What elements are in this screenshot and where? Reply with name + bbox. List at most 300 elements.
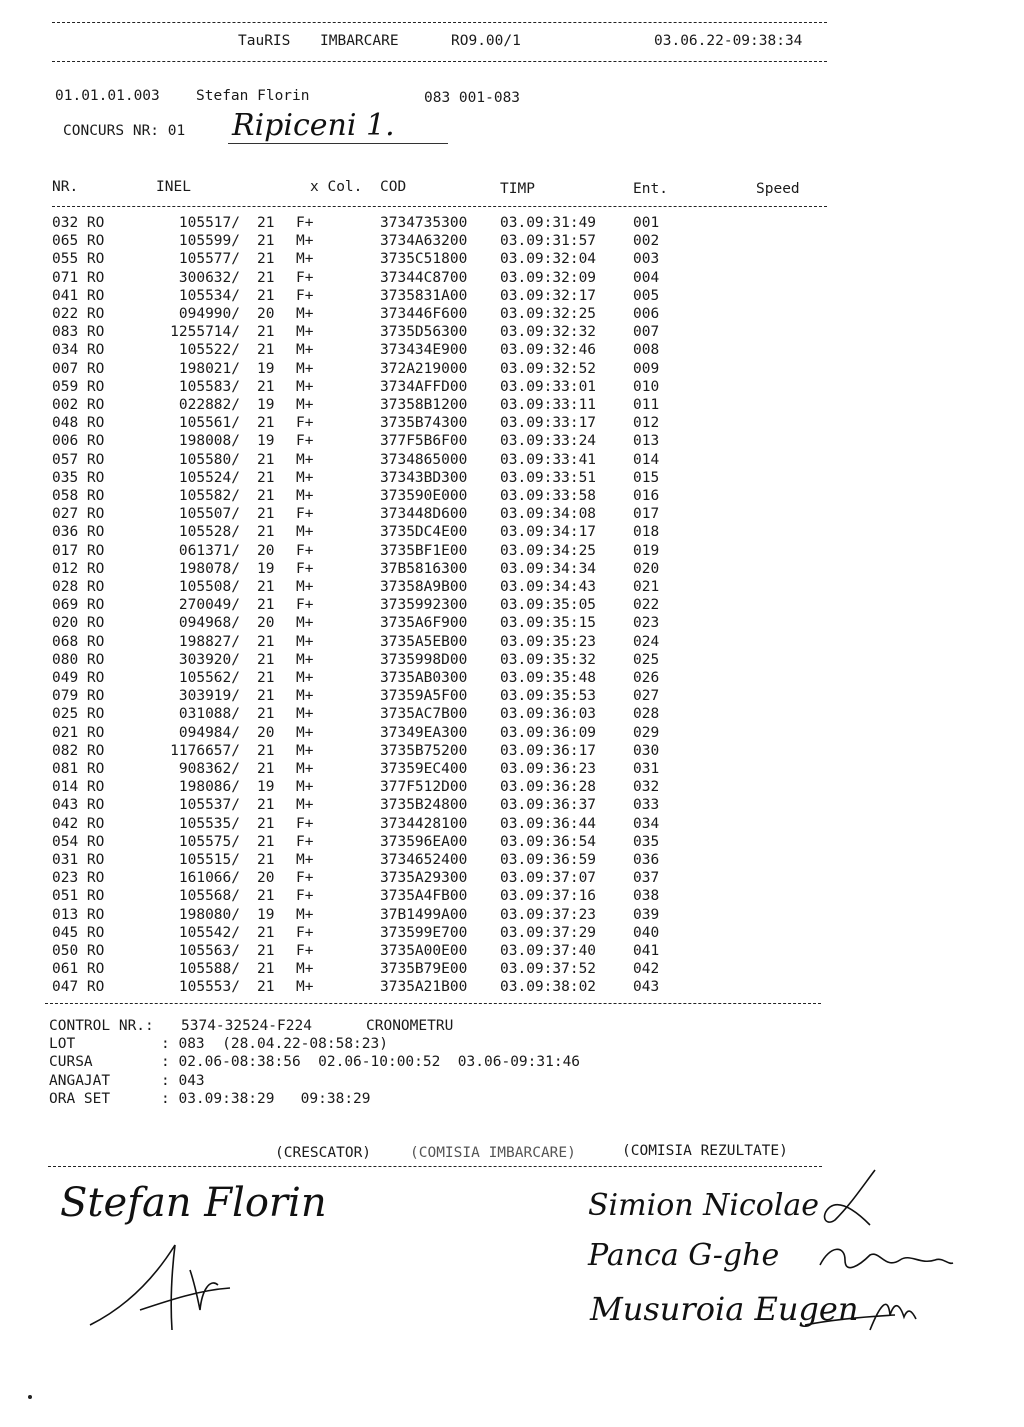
cell-nr: 051 RO (52, 888, 105, 905)
right-signature-2: Panca G-ghe (588, 1238, 780, 1273)
cell-ent: 026 (633, 670, 660, 686)
cell-year: 21 (257, 761, 275, 777)
cell-nr: 081 RO (52, 761, 105, 777)
table-row (0, 615, 1024, 633)
chrono-label: CRONOMETRU (366, 1018, 454, 1034)
table-row (0, 452, 1024, 470)
table-row (0, 470, 1024, 488)
col-header-ring: INEL (156, 179, 191, 195)
cell-cod: 3734735300 (380, 215, 468, 231)
cell-ent: 031 (633, 761, 660, 777)
cell-ent: 025 (633, 651, 660, 668)
cell-cod: 3735DC4E00 (380, 524, 468, 541)
cell-ent: 021 (633, 579, 660, 595)
scan-dot (28, 1395, 32, 1399)
cell-cod: 3735A00E00 (380, 943, 468, 959)
cell-nr: 071 RO (52, 269, 105, 286)
table-row (0, 670, 1024, 688)
cell-sex: F+ (296, 870, 314, 887)
cell-ring: 105515/ (178, 852, 240, 868)
program-name: TauRIS (238, 33, 291, 49)
col-header-cod: COD (380, 179, 407, 195)
cell-ring: 105580/ (178, 451, 240, 468)
cell-time: 03.09:31:49 (500, 215, 597, 231)
table-row (0, 761, 1024, 779)
cell-sex: M+ (296, 397, 314, 413)
cell-sex: M+ (296, 488, 314, 504)
cell-time: 03.09:33:58 (500, 488, 597, 504)
cell-nr: 017 RO (52, 542, 105, 559)
cell-cod: 3734428100 (380, 815, 468, 832)
table-row (0, 797, 1024, 815)
cell-nr: 049 RO (52, 670, 105, 686)
cell-time: 03.09:37:16 (500, 888, 597, 905)
cell-ent: 012 (633, 415, 660, 432)
cell-sex: M+ (296, 706, 314, 723)
cell-nr: 069 RO (52, 597, 105, 614)
cell-ent: 020 (633, 560, 660, 577)
col-header-time: TIMP (500, 181, 535, 197)
cell-nr: 013 RO (52, 906, 105, 923)
cell-sex: F+ (296, 560, 314, 577)
table-row (0, 342, 1024, 360)
table-row (0, 779, 1024, 797)
cell-sex: F+ (296, 815, 314, 832)
cell-ring: 061371/ (178, 542, 240, 559)
cell-sex: M+ (296, 797, 314, 814)
cell-year: 21 (257, 342, 275, 359)
cell-ring: 105542/ (178, 924, 240, 941)
cell-ent: 030 (633, 742, 660, 759)
cell-nr: 006 RO (52, 433, 105, 450)
table-row (0, 506, 1024, 524)
cell-year: 21 (257, 488, 275, 504)
cell-ent: 042 (633, 961, 660, 978)
table-row (0, 433, 1024, 451)
cell-sex: F+ (296, 287, 314, 304)
table-row (0, 743, 1024, 761)
cell-time: 03.09:36:28 (500, 779, 597, 796)
cell-sex: M+ (296, 615, 314, 632)
cell-year: 19 (257, 779, 275, 796)
cell-cod: 3735A5EB00 (380, 633, 468, 650)
cell-ring: 105553/ (178, 979, 240, 996)
table-row (0, 379, 1024, 397)
cell-nr: 012 RO (52, 560, 105, 577)
version-label: RO9.00/1 (451, 33, 521, 49)
cell-cod: 3734652400 (380, 852, 468, 868)
cell-ent: 013 (633, 433, 660, 450)
cell-nr: 047 RO (52, 979, 105, 996)
cell-cod: 37343BD300 (380, 469, 468, 486)
table-row (0, 688, 1024, 706)
cell-ring: 303920/ (178, 651, 240, 668)
cell-nr: 043 RO (52, 797, 105, 814)
left-signature-name: Stefan Florin (60, 1180, 327, 1226)
print-datetime: 03.06.22-09:38:34 (654, 33, 803, 49)
cell-time: 03.09:34:17 (500, 524, 597, 541)
cell-year: 19 (257, 397, 275, 413)
cell-cod: 3735AB0300 (380, 670, 468, 686)
cell-ent: 004 (633, 269, 660, 286)
cell-sex: M+ (296, 979, 314, 996)
cursa-label: CURSA (49, 1054, 93, 1070)
cell-nr: 058 RO (52, 488, 105, 504)
cell-time: 03.09:35:32 (500, 651, 597, 668)
cell-ring: 105561/ (178, 415, 240, 432)
columns-dashed-rule (52, 206, 827, 207)
cell-nr: 065 RO (52, 233, 105, 250)
cell-time: 03.09:37:40 (500, 943, 597, 959)
cell-ring: 105588/ (178, 961, 240, 978)
cell-ent: 011 (633, 397, 660, 413)
cell-ent: 023 (633, 615, 660, 632)
cell-nr: 028 RO (52, 579, 105, 595)
cell-cod: 3735A21B00 (380, 979, 468, 996)
table-row (0, 361, 1024, 379)
cell-nr: 021 RO (52, 724, 105, 741)
cell-nr: 041 RO (52, 287, 105, 304)
cell-sex: M+ (296, 469, 314, 486)
cell-ent: 029 (633, 724, 660, 741)
cell-ring: 1176657/ (170, 742, 240, 759)
table-row (0, 251, 1024, 269)
cell-ring: 105568/ (178, 888, 240, 905)
cell-cod: 3734A63200 (380, 233, 468, 250)
cell-ent: 018 (633, 524, 660, 541)
cell-sex: M+ (296, 852, 314, 868)
table-row (0, 979, 1024, 997)
cell-cod: 373590E000 (380, 488, 468, 504)
cell-ent: 043 (633, 979, 660, 996)
ora-set-value: : 03.09:38:29 09:38:29 (161, 1091, 371, 1107)
lot-value: : 083 (28.04.22-08:58:23) (161, 1036, 388, 1052)
top-dashed-rule (52, 22, 827, 23)
cell-cod: 37359EC400 (380, 761, 468, 777)
cell-time: 03.09:33:41 (500, 451, 597, 468)
cell-sex: F+ (296, 597, 314, 614)
cell-year: 21 (257, 742, 275, 759)
cell-nr: 032 RO (52, 215, 105, 231)
comisia-imbarcare-label: (COMISIA IMBARCARE) (410, 1145, 576, 1161)
cell-year: 21 (257, 706, 275, 723)
cell-ent: 014 (633, 451, 660, 468)
cell-nr: 048 RO (52, 415, 105, 432)
cell-ent: 009 (633, 360, 660, 377)
cell-ring: 270049/ (178, 597, 240, 614)
cell-cod: 3735C51800 (380, 251, 468, 268)
cell-time: 03.09:36:37 (500, 797, 597, 814)
cell-ring: 105583/ (178, 378, 240, 395)
control-value: 5374-32524-F224 (181, 1018, 312, 1034)
table-row (0, 925, 1024, 943)
table-row (0, 324, 1024, 342)
table-row (0, 215, 1024, 233)
cell-sex: F+ (296, 433, 314, 450)
cell-time: 03.09:34:43 (500, 579, 597, 595)
cell-ring: 105563/ (178, 943, 240, 959)
table-row (0, 415, 1024, 433)
cell-cod: 37344C8700 (380, 269, 468, 286)
cell-ring: 198008/ (178, 433, 240, 450)
cell-cod: 377F512D00 (380, 779, 468, 796)
cell-nr: 050 RO (52, 943, 105, 959)
table-row (0, 907, 1024, 925)
table-row (0, 488, 1024, 506)
cell-time: 03.09:36:59 (500, 852, 597, 868)
owner-name: Stefan Florin (196, 88, 310, 104)
cell-ent: 019 (633, 542, 660, 559)
cell-cod: 37358B1200 (380, 397, 468, 413)
cell-ent: 003 (633, 251, 660, 268)
col-header-nr: NR. (52, 179, 79, 195)
cell-ring: 908362/ (178, 761, 240, 777)
cell-ring: 105599/ (178, 233, 240, 250)
cell-year: 21 (257, 815, 275, 832)
cell-sex: F+ (296, 833, 314, 850)
cell-year: 21 (257, 688, 275, 705)
cell-year: 20 (257, 542, 275, 559)
cell-time: 03.09:36:23 (500, 761, 597, 777)
cell-time: 03.09:32:46 (500, 342, 597, 359)
cell-year: 21 (257, 633, 275, 650)
cell-cod: 37358A9B00 (380, 579, 468, 595)
cell-year: 21 (257, 324, 275, 341)
cell-year: 21 (257, 524, 275, 541)
cell-sex: M+ (296, 342, 314, 359)
cell-nr: 022 RO (52, 306, 105, 322)
cell-year: 21 (257, 287, 275, 304)
cell-year: 21 (257, 924, 275, 941)
cell-nr: 057 RO (52, 451, 105, 468)
cell-cod: 3735998D00 (380, 651, 468, 668)
cell-cod: 3735AC7B00 (380, 706, 468, 723)
cell-time: 03.09:36:09 (500, 724, 597, 741)
cell-ring: 022882/ (178, 397, 240, 413)
right-signature-1-mark (815, 1165, 885, 1235)
table-row (0, 579, 1024, 597)
cell-cod: 373434E900 (380, 342, 468, 359)
cell-ent: 035 (633, 833, 660, 850)
cell-sex: M+ (296, 670, 314, 686)
table-row (0, 816, 1024, 834)
cell-ring: 198080/ (178, 906, 240, 923)
cell-sex: M+ (296, 324, 314, 341)
cell-sex: M+ (296, 724, 314, 741)
cell-cod: 3735B74300 (380, 415, 468, 432)
cell-ring: 031088/ (178, 706, 240, 723)
cell-sex: F+ (296, 506, 314, 523)
cell-nr: 014 RO (52, 779, 105, 796)
cell-year: 19 (257, 360, 275, 377)
cell-nr: 025 RO (52, 706, 105, 723)
cell-cod: 3734AFFD00 (380, 378, 468, 395)
cell-ring: 198078/ (178, 560, 240, 577)
cell-time: 03.09:37:52 (500, 961, 597, 978)
cell-sex: M+ (296, 360, 314, 377)
cell-sex: F+ (296, 415, 314, 432)
cell-cod: 3735992300 (380, 597, 468, 614)
cell-ent: 017 (633, 506, 660, 523)
cell-ring: 105537/ (178, 797, 240, 814)
cell-ent: 001 (633, 215, 660, 231)
cell-nr: 007 RO (52, 360, 105, 377)
cell-year: 21 (257, 469, 275, 486)
cell-ent: 033 (633, 797, 660, 814)
right-signature-3-mark (800, 1285, 920, 1345)
cell-sex: M+ (296, 451, 314, 468)
cell-cod: 3735A29300 (380, 870, 468, 887)
cell-nr: 042 RO (52, 815, 105, 832)
cell-ent: 034 (633, 815, 660, 832)
cell-nr: 083 RO (52, 324, 105, 341)
cell-year: 21 (257, 451, 275, 468)
cell-cod: 373596EA00 (380, 833, 468, 850)
cell-sex: M+ (296, 779, 314, 796)
cell-cod: 3735B75200 (380, 742, 468, 759)
cell-ent: 039 (633, 906, 660, 923)
table-row (0, 397, 1024, 415)
cell-year: 21 (257, 979, 275, 996)
cell-ent: 037 (633, 870, 660, 887)
cell-time: 03.09:36:03 (500, 706, 597, 723)
cell-ent: 006 (633, 306, 660, 322)
contest-place-underline (228, 143, 448, 144)
cell-sex: M+ (296, 688, 314, 705)
contest-place-handwritten: Ripiceni 1. (232, 108, 395, 143)
cell-ring: 1255714/ (170, 324, 240, 341)
cell-year: 20 (257, 615, 275, 632)
cell-sex: M+ (296, 233, 314, 250)
cell-cod: 3735A6F900 (380, 615, 468, 632)
cell-ent: 027 (633, 688, 660, 705)
cell-cod: 372A219000 (380, 360, 468, 377)
cell-year: 21 (257, 269, 275, 286)
cell-time: 03.09:32:09 (500, 269, 597, 286)
cell-time: 03.09:34:25 (500, 542, 597, 559)
cell-nr: 020 RO (52, 615, 105, 632)
cell-ent: 007 (633, 324, 660, 341)
cell-time: 03.09:34:08 (500, 506, 597, 523)
cell-nr: 059 RO (52, 378, 105, 395)
lot-label: LOT (49, 1036, 76, 1052)
cell-cod: 3734865000 (380, 451, 468, 468)
cell-ring: 105522/ (178, 342, 240, 359)
cell-time: 03.09:34:34 (500, 560, 597, 577)
col-header-ent: Ent. (633, 181, 668, 197)
cell-sex: M+ (296, 633, 314, 650)
cell-sex: F+ (296, 542, 314, 559)
cell-ring: 105528/ (178, 524, 240, 541)
cell-sex: F+ (296, 888, 314, 905)
table-row (0, 524, 1024, 542)
table-row (0, 725, 1024, 743)
cell-cod: 3735831A00 (380, 287, 468, 304)
cell-year: 21 (257, 233, 275, 250)
cell-nr: 055 RO (52, 251, 105, 268)
right-signature-2-mark (815, 1235, 955, 1285)
cell-year: 21 (257, 215, 275, 231)
cell-year: 20 (257, 724, 275, 741)
cell-sex: M+ (296, 579, 314, 595)
cell-cod: 3735BF1E00 (380, 542, 468, 559)
cell-time: 03.09:35:15 (500, 615, 597, 632)
cell-ring: 094990/ (178, 306, 240, 322)
cell-year: 21 (257, 506, 275, 523)
contest-label: CONCURS NR: 01 (63, 123, 186, 139)
table-row (0, 652, 1024, 670)
cell-year: 21 (257, 415, 275, 432)
cell-year: 21 (257, 579, 275, 595)
cell-ent: 038 (633, 888, 660, 905)
crescator-label: (CRESCATOR) (275, 1145, 372, 1161)
cell-ring: 198021/ (178, 360, 240, 377)
cell-ring: 161066/ (178, 870, 240, 887)
cell-nr: 082 RO (52, 742, 105, 759)
cell-sex: M+ (296, 742, 314, 759)
cell-ring: 303919/ (178, 688, 240, 705)
cell-sex: M+ (296, 524, 314, 541)
right-signature-3: Musuroia Eugen (590, 1290, 859, 1328)
cell-time: 03.09:36:17 (500, 742, 597, 759)
table-row (0, 597, 1024, 615)
table-row (0, 870, 1024, 888)
cell-time: 03.09:38:02 (500, 979, 597, 996)
cell-year: 20 (257, 306, 275, 322)
cell-ent: 008 (633, 342, 660, 359)
cell-year: 21 (257, 651, 275, 668)
cell-cod: 37B1499A00 (380, 906, 468, 923)
cell-ent: 036 (633, 852, 660, 868)
cell-sex: F+ (296, 215, 314, 231)
cell-nr: 027 RO (52, 506, 105, 523)
table-row (0, 233, 1024, 251)
cell-cod: 373448D600 (380, 506, 468, 523)
left-signature-scribble (80, 1230, 240, 1340)
cell-nr: 034 RO (52, 342, 105, 359)
cell-time: 03.09:32:32 (500, 324, 597, 341)
cell-time: 03.09:32:17 (500, 287, 597, 304)
cell-cod: 373599E700 (380, 924, 468, 941)
cell-cod: 3735B24800 (380, 797, 468, 814)
cell-cod: 37359A5F00 (380, 688, 468, 705)
comisia-rezultate-label: (COMISIA REZULTATE) (622, 1143, 788, 1159)
cell-year: 21 (257, 378, 275, 395)
table-row (0, 961, 1024, 979)
cell-nr: 002 RO (52, 397, 105, 413)
cell-ent: 010 (633, 378, 660, 395)
cell-nr: 080 RO (52, 651, 105, 668)
table-row (0, 270, 1024, 288)
cell-ring: 300632/ (178, 269, 240, 286)
cell-ring: 094968/ (178, 615, 240, 632)
right-signature-1: Simion Nicolae (588, 1188, 820, 1223)
signatures-dashed-rule (48, 1166, 822, 1167)
cell-ring: 105562/ (178, 670, 240, 686)
cell-time: 03.09:33:11 (500, 397, 597, 413)
table-row (0, 288, 1024, 306)
table-row (0, 706, 1024, 724)
cell-cod: 37349EA300 (380, 724, 468, 741)
cell-time: 03.09:31:57 (500, 233, 597, 250)
cell-time: 03.09:36:44 (500, 815, 597, 832)
cell-nr: 045 RO (52, 924, 105, 941)
header-dashed-rule (52, 61, 827, 62)
cell-ent: 032 (633, 779, 660, 796)
cell-time: 03.09:32:04 (500, 251, 597, 268)
cell-time: 03.09:36:54 (500, 833, 597, 850)
cell-nr: 061 RO (52, 961, 105, 978)
